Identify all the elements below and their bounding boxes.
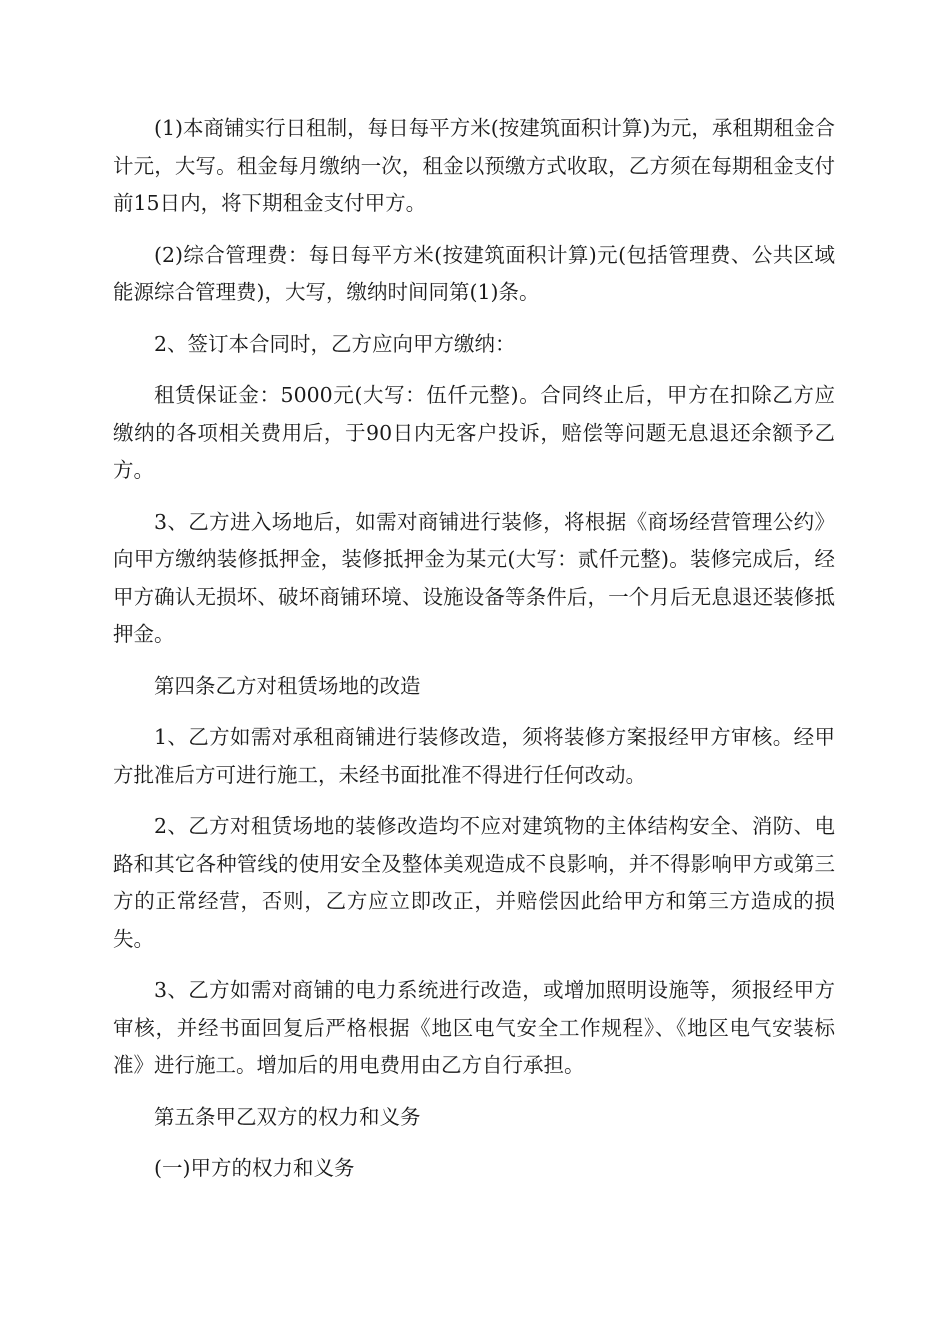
paragraph-renovation-safety: 2、乙方对租赁场地的装修改造均不应对建筑物的主体结构安全、消防、电路和其它各种管线的使用安全及整体美观造成不良影响，并不得影响甲方或第三方的正常经营，否则，乙方应立即改正，并赔偿因此给甲方和第三方造成的损失。 [113, 814, 835, 951]
paragraph-renovation-deposit: 3、乙方进入场地后，如需对商铺进行装修，将根据《商场经营管理公约》向甲方缴纳装修抵押金，装修抵押金为某元(大写：贰仟元整)。装修完成后，经甲方确认无损坏、破坏商铺环境、设施设备等条件后，一个月后无息退还装修抵押金。 [113, 509, 835, 646]
paragraph-security-deposit: 租赁保证金：5000元(大写：伍仟元整)。合同终止后，甲方在扣除乙方应缴纳的各项相关费用后，于90日内无客户投诉，赔偿等问题无息退还余额予乙方。 [113, 383, 835, 482]
document-body [113, 110, 835, 1202]
section-heading-article-4: 第四条乙方对租赁场地的改造 [154, 673, 421, 698]
paragraph-management-fee: (2)综合管理费：每日每平方米(按建筑面积计算)元(包括管理费、公共区域能源综合管理费)，大写，缴纳时间同第(1)条。 [113, 242, 835, 304]
paragraph-renovation-approval: 1、乙方如需对承租商铺进行装修改造，须将装修方案报经甲方审核。经甲方批准后方可进行施工，未经书面批准不得进行任何改动。 [113, 725, 835, 787]
subsection-heading-party-a: (一)甲方的权力和义务 [154, 1156, 355, 1180]
section-heading-article-5: 第五条甲乙双方的权力和义务 [154, 1104, 421, 1129]
paragraph-daily-rent: (1)本商铺实行日租制，每日每平方米(按建筑面积计算)为元，承租期租金合计元，大写。租金每月缴纳一次，租金以预缴方式收取，乙方须在每期租金支付前15日内，将下期租金支付甲方。 [113, 116, 835, 215]
paragraph-signing-payment: 2、签订本合同时，乙方应向甲方缴纳： [154, 331, 516, 356]
paragraph-electrical-modification: 3、乙方如需对商铺的电力系统进行改造，或增加照明设施等，须报经甲方审核，并经书面回复后严格根据《地区电气安全工作规程》、《地区电气安装标准》进行施工。增加后的用电费用由乙方自行承担。 [113, 978, 835, 1077]
